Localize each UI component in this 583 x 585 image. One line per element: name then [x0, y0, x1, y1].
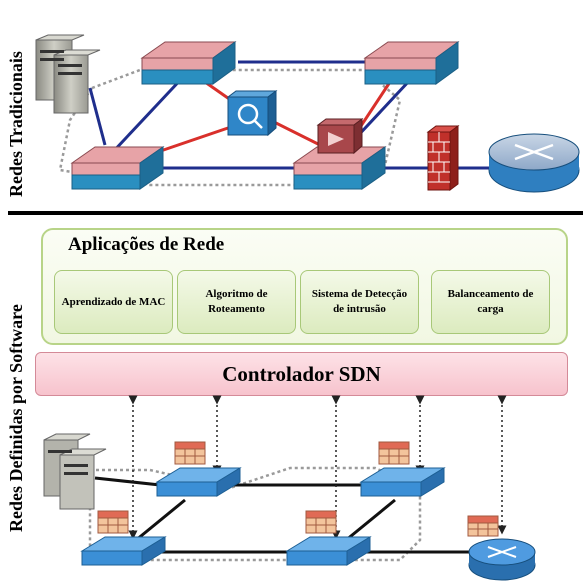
sdn-router-icon — [469, 539, 535, 580]
flow-table-icon — [468, 516, 498, 536]
sdn-switch-icon — [361, 468, 444, 496]
traditional-networks-label: Redes Tradicionais — [6, 51, 26, 197]
app-load-balancing: Balanceamento de carga — [431, 270, 550, 334]
network-apps-title: Aplicações de Rede — [68, 234, 225, 255]
app-mac-learning: Aprendizado de MAC — [54, 270, 173, 334]
sdn-link-1 — [95, 478, 160, 485]
flow-table-icon — [175, 442, 205, 464]
app-intrusion-detection: Sistema de Detecção de intrusão — [300, 270, 419, 334]
sdn-networks-label: Redes Definidas por Software — [6, 304, 26, 532]
flow-table-icon — [379, 442, 409, 464]
flow-table-icon — [306, 511, 336, 533]
flow-table-icon — [98, 511, 128, 533]
sdn-server-icon — [44, 434, 106, 509]
sdn-switch-icon — [157, 468, 240, 496]
app-routing-algorithm: Algoritmo de Roteamento — [177, 270, 296, 334]
sdn-controller: Controlador SDN — [35, 352, 568, 396]
